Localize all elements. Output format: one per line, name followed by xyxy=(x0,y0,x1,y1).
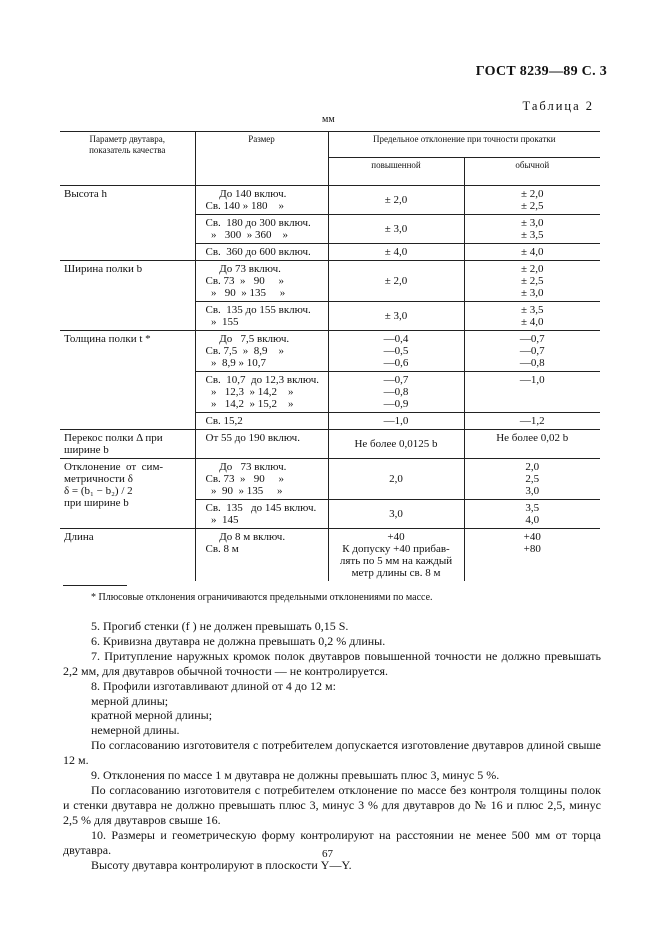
normal-precision-cell: —0,7 —0,7 —0,8 xyxy=(464,331,600,372)
para-10: 10. Размеры и геометрическую форму контролируют на расстоянии не менее 500 мм от торца двутавра. xyxy=(63,827,601,857)
para-9-note: По согласованию изготовителя с потребителем отклонение по массе без контроля толщины полок и стенки двутавра не должно превышать плюс 3, минус 3 % для двутавров до № 16 и плюс 2,5, минус 2,5 % для двутавров свыше 16. xyxy=(63,782,601,827)
size-cell: Св. 15,2 xyxy=(195,413,328,430)
col-group-header: Предельное отклонение при точности прокатки xyxy=(328,132,600,158)
param-cell: Высота h xyxy=(60,186,195,261)
table-header-row xyxy=(60,132,600,158)
high-precision-cell: 3,0 xyxy=(328,500,464,529)
para-5: 5. Прогиб стенки (f ) не должен превышать 0,15 S. xyxy=(91,619,349,633)
col-normal-header: обычной xyxy=(464,158,600,186)
table-label: Таблица 2 xyxy=(522,99,594,113)
normal-precision-cell: +40 +80 xyxy=(523,531,541,555)
size-cell: До 73 включ. Св. 73 » 90 » » 90 » 135 » xyxy=(195,261,328,302)
param-cell: Отклонение от сим- метричности δ δ = (b₁ − b₂) / 2 при ширине b xyxy=(60,459,195,529)
table-row xyxy=(60,459,600,500)
table-row xyxy=(60,186,600,215)
high-precision-cell: ± 3,0 xyxy=(328,302,464,331)
high-precision-cell: ± 4,0 xyxy=(328,244,464,261)
normal-precision-cell: ± 4,0 xyxy=(464,244,600,261)
para-10-note: Высоту двутавра контролируют в плоскости Y—Y. xyxy=(91,857,352,872)
footnote-rule xyxy=(63,585,127,586)
table-row xyxy=(60,331,600,372)
col-param-header: Параметр двутавра, показатель качества xyxy=(60,132,195,186)
table-unit: мм xyxy=(322,114,335,125)
table-row xyxy=(60,261,600,302)
size-cell: Св. 135 до 145 включ. » 145 xyxy=(195,500,328,529)
high-precision-cell: ± 3,0 xyxy=(328,215,464,244)
col-size-header: Размер xyxy=(195,132,328,186)
high-precision-cell: —0,4 —0,5 —0,6 xyxy=(328,331,464,372)
param-cell: Ширина полки b xyxy=(60,261,195,331)
table-row xyxy=(60,430,600,459)
high-precision-cell: —1,0 xyxy=(328,413,464,430)
normal-precision-cell: 2,0 2,5 3,0 xyxy=(464,459,600,500)
size-cell: До 7,5 включ. Св. 7,5 » 8,9 » » 8,9 » 10,7 xyxy=(195,331,328,372)
para-6: 6. Кривизна двутавра не должна превышать 0,2 % длины. xyxy=(91,633,386,648)
para-7: 7. Притупление наружных кромок полок двутавров повышенной точности не должно превышать 2,2 мм, для двутавров обычной точности — не контролируется. xyxy=(63,648,601,678)
page-header-title: ГОСТ 8239—89 С. 3 xyxy=(475,64,607,79)
page-number: 67 xyxy=(322,848,333,860)
size-cell: Св. 360 до 600 включ. xyxy=(195,244,328,261)
size-cell: Св. 10,7 до 12,3 включ. » 12,3 » 14,2 » » 14,2 » 15,2 » xyxy=(195,372,328,413)
high-precision-cell: ± 2,0 xyxy=(328,261,464,302)
param-cell: Толщина полки t * xyxy=(60,331,195,430)
body-text xyxy=(63,619,601,872)
size-cell: Св. 135 до 155 включ. » 155 xyxy=(195,302,328,331)
size-cell: До 8 м включ. Св. 8 м xyxy=(195,529,328,582)
size-cell: Св. 180 до 300 включ. » 300 » 360 » xyxy=(195,215,328,244)
size-cell: До 140 включ. Св. 140 » 180 » xyxy=(195,186,328,215)
size-cell: От 55 до 190 включ. xyxy=(195,430,328,459)
para-8: 8. Профили изготавливают длиной от 4 до 12 м: xyxy=(91,678,336,693)
normal-precision-cell: —1,0 xyxy=(464,372,600,413)
footnote: * Плюсовые отклонения ограничиваются предельными отклонениями по массе. xyxy=(91,592,433,603)
param-cell: Длина xyxy=(60,529,195,582)
high-precision-cell: ± 2,0 xyxy=(328,186,464,215)
normal-precision-cell: —1,2 xyxy=(464,413,600,430)
para-8-item-3: немерной длины. xyxy=(91,723,180,738)
normal-precision-cell: Не более 0,02 b xyxy=(464,430,600,459)
para-8-item-1: мерной длины; xyxy=(91,693,169,708)
high-precision-cell: —0,7 —0,8 —0,9 xyxy=(328,372,464,413)
normal-precision-cell: ± 2,0 ± 2,5 ± 3,0 xyxy=(464,261,600,302)
high-precision-cell: Не более 0,0125 b xyxy=(328,430,464,459)
size-cell: До 73 включ. Св. 73 » 90 » » 90 » 135 » xyxy=(195,459,328,500)
normal-precision-cell: 3,5 4,0 xyxy=(464,500,600,529)
normal-precision-cell: ± 3,0 ± 3,5 xyxy=(464,215,600,244)
para-9: 9. Отклонения по массе 1 м двутавра не должны превышать плюс 3, минус 5 %. xyxy=(91,768,500,783)
high-precision-cell: 2,0 xyxy=(328,459,464,500)
tolerance-table xyxy=(60,131,600,581)
para-8-item-2: кратной мерной длины; xyxy=(91,708,213,723)
table-row xyxy=(60,529,600,582)
normal-precision-cell: ± 2,0 ± 2,5 xyxy=(464,186,600,215)
high-precision-cell: +40 К допуску +40 прибав- лять по 5 мм на каждый метр длины св. 8 м xyxy=(328,529,464,582)
param-cell: Перекос полки Δ при ширине b xyxy=(60,430,195,459)
col-high-header: повышенной xyxy=(328,158,464,186)
para-8-note: По согласованию изготовителя с потребителем допускается изготовление двутавров длиной свыше 12 м. xyxy=(63,738,601,768)
normal-precision-cell: ± 3,5 ± 4,0 xyxy=(464,302,600,331)
